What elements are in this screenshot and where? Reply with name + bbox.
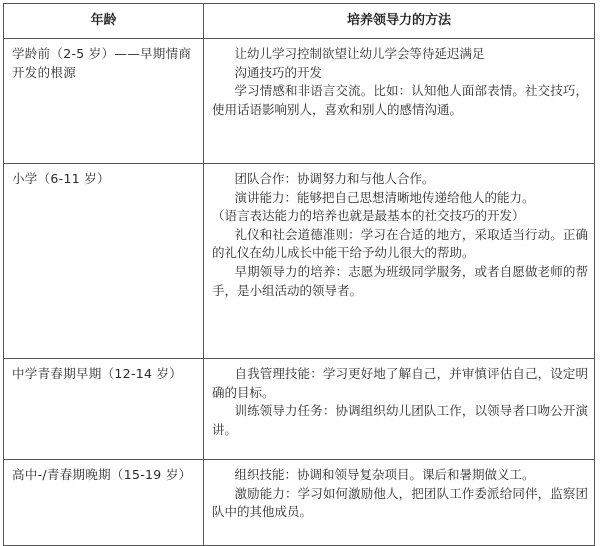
header-method: 培养领导力的方法: [204, 4, 595, 39]
leadership-methods-table: [3, 3, 595, 546]
methods-cell: [204, 39, 595, 164]
method-text: 礼仪和社会道德准则：学习在合适的地方，采取适当行动。正确的礼仪在幼儿成长中能干给予幼儿很大的帮助。: [212, 226, 588, 261]
method-text: 团队合作：协调努力和与他人合作。: [234, 171, 435, 186]
methods-cell: [204, 460, 595, 546]
table-header-row: [4, 4, 595, 39]
method-text: 早期领导力的培养：志愿为班级同学服务，或者自愿做老师的帮手，是小组活动的领导者。: [212, 263, 588, 298]
methods-cell: [204, 164, 595, 359]
method-text: 演讲能力：能够把自己思想清晰地传递给他人的能力。: [234, 189, 535, 205]
age-cell: 高中-/青春期晚期（15-19 岁）: [4, 460, 204, 546]
method-text: 自我管理技能：学习更好地了解自己，并审慎评估自己，设定明确的目标。: [212, 366, 588, 400]
header-age: 年龄: [4, 4, 204, 39]
table-row-primary: [4, 164, 595, 359]
method-text: 沟通技巧的开发: [234, 64, 323, 80]
table-row-preschool: [4, 39, 595, 164]
table-row-middle-school: [4, 359, 595, 460]
method-text: 让幼儿学习控制欲望让幼儿学会等待延迟满足: [234, 46, 485, 61]
leadership-table-container: [3, 3, 594, 520]
table-row-high-school: [4, 460, 595, 546]
method-text: 训练领导力任务：协调组织幼儿团队工作，以领导者口吻公开演讲。: [212, 403, 588, 437]
method-text: （语言表达能力的培养也就是最基本的社交技巧的开发）: [212, 208, 525, 224]
method-text: 学习情感和非语言交流。比如：认知他人面部表情。社交技巧，使用话语影响别人，喜欢和别人的感情沟通。: [212, 83, 588, 117]
method-text: 激励能力：学习如何激励他人，把团队工作委派给同伴，监察团队中的其他成员。: [212, 485, 588, 520]
age-cell: 小学（6-11 岁）: [4, 164, 204, 359]
method-text: 组织技能：协调和领导复杂项目。课后和暑期做义工。: [234, 467, 535, 482]
age-cell: 中学青春期早期（12-14 岁）: [4, 359, 204, 460]
methods-cell: [204, 359, 595, 460]
age-cell: 学龄前（2-5 岁）——早期情商开发的根源: [4, 39, 204, 164]
